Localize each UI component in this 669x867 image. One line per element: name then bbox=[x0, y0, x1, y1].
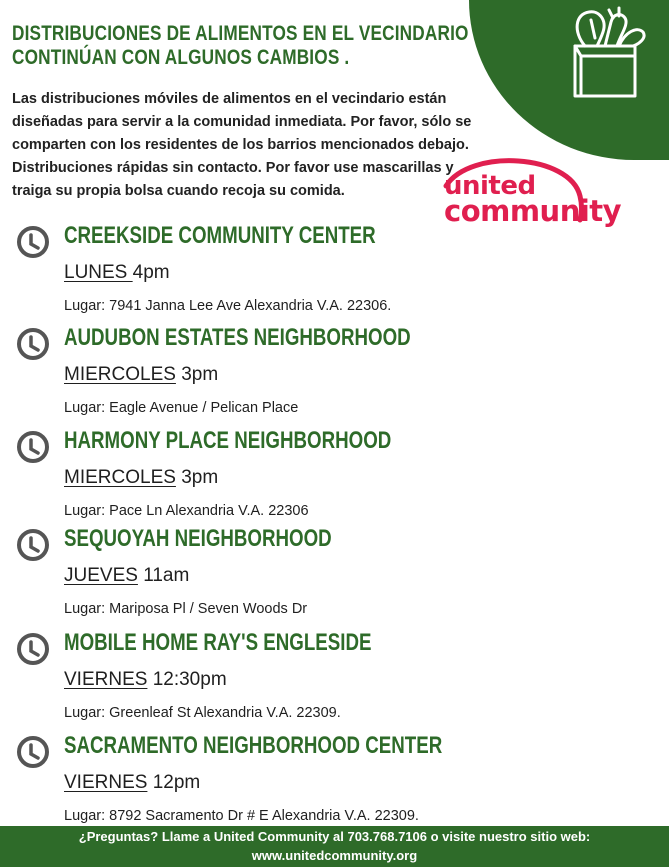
footer-contact-text: ¿Preguntas? Llame a United Community al 703.768.7106 o visite nuestro sitio web: bbox=[78, 829, 591, 844]
logo-line-community: community bbox=[444, 194, 622, 228]
event-schedule bbox=[64, 467, 218, 489]
event-block bbox=[0, 425, 669, 525]
event-day: JUEVES bbox=[64, 565, 138, 586]
event-title: SACRAMENTO NEIGHBORHOOD CENTER bbox=[64, 732, 443, 759]
event-day: LUNES bbox=[64, 262, 133, 283]
event-schedule bbox=[64, 262, 170, 284]
event-time: 12:30pm bbox=[152, 669, 227, 690]
event-day: MIERCOLES bbox=[64, 467, 176, 488]
event-title: HARMONY PLACE NEIGHBORHOOD bbox=[64, 427, 392, 454]
event-location: Lugar: Greenleaf St Alexandria V.A. 22309. bbox=[64, 705, 341, 721]
event-location: Lugar: Eagle Avenue / Pelican Place bbox=[64, 400, 299, 416]
event-time: 4pm bbox=[132, 262, 170, 283]
event-schedule bbox=[64, 565, 189, 587]
clock-icon bbox=[16, 735, 50, 769]
event-block bbox=[0, 627, 669, 727]
event-block bbox=[0, 220, 669, 320]
event-day: VIERNES bbox=[64, 772, 148, 793]
event-block bbox=[0, 730, 669, 830]
event-title: CREEKSIDE COMMUNITY CENTER bbox=[64, 222, 376, 249]
event-time: 3pm bbox=[181, 364, 219, 385]
event-title: SEQUOYAH NEIGHBORHOOD bbox=[64, 525, 332, 552]
event-title: AUDUBON ESTATES NEIGHBORHOOD bbox=[64, 324, 411, 351]
event-day: MIERCOLES bbox=[64, 364, 176, 385]
page-headline: DISTRIBUCIONES DE ALIMENTOS EN EL VECINDARIO CONTINÚAN CON ALGUNOS CAMBIOS . bbox=[12, 22, 469, 69]
event-day: VIERNES bbox=[64, 669, 148, 690]
event-block bbox=[0, 523, 669, 623]
event-schedule bbox=[64, 364, 218, 386]
event-location: Lugar: Pace Ln Alexandria V.A. 22306 bbox=[64, 503, 309, 519]
event-time: 3pm bbox=[181, 467, 219, 488]
footer-website-link[interactable]: www.unitedcommunity.org bbox=[251, 848, 418, 863]
grocery-bag-icon bbox=[555, 2, 655, 102]
event-schedule bbox=[64, 772, 200, 794]
logo-line-united: united bbox=[444, 171, 536, 201]
event-location: Lugar: 7941 Janna Lee Ave Alexandria V.A. 22306. bbox=[64, 298, 392, 314]
event-location: Lugar: Mariposa Pl / Seven Woods Dr bbox=[64, 601, 308, 617]
event-time: 12pm bbox=[152, 772, 201, 793]
clock-icon bbox=[16, 632, 50, 666]
footer-bar bbox=[0, 826, 669, 867]
clock-icon bbox=[16, 327, 50, 361]
event-schedule bbox=[64, 669, 227, 691]
event-title: MOBILE HOME RAY'S ENGLESIDE bbox=[64, 629, 372, 656]
event-time: 11am bbox=[143, 565, 190, 586]
clock-icon bbox=[16, 225, 50, 259]
clock-icon bbox=[16, 430, 50, 464]
event-location: Lugar: 8792 Sacramento Dr # E Alexandria V.A. 22309. bbox=[64, 808, 419, 824]
clock-icon bbox=[16, 528, 50, 562]
event-block bbox=[0, 322, 669, 422]
intro-paragraph: Las distribuciones móviles de alimentos en el vecindario están diseñadas para servir a la comunidad inmediata. Por favor, sólo se comparten con los residentes de los barrios mencionados debajo. Distribuciones rápidas sin contacto. Por favor use mascarillas y traiga su propia bolsa cuando recoja su comida. bbox=[12, 91, 472, 199]
